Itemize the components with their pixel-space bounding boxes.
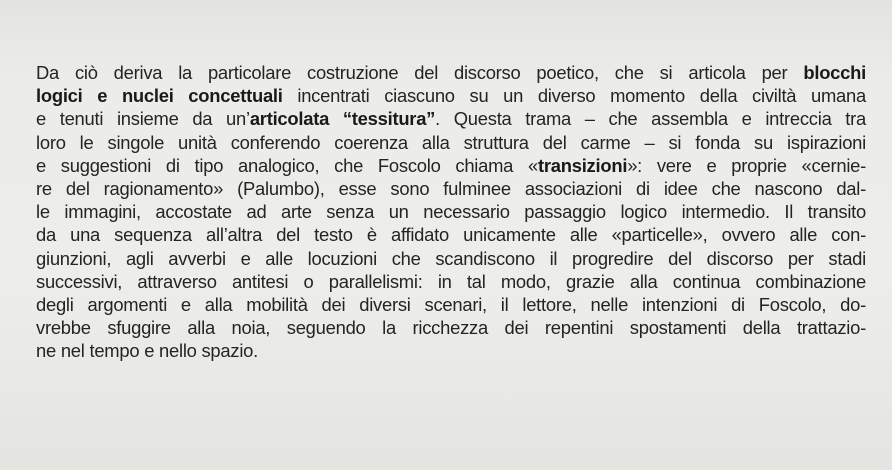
text-line <box>36 293 866 316</box>
text-line <box>36 61 866 84</box>
body-paragraph <box>36 61 866 362</box>
text-line <box>36 131 866 154</box>
text-run: successivi, attraverso antitesi o parallelismi: in tal modo, grazie alla continua combinazione <box>36 270 866 292</box>
text-run: incentrati ciascuno su un diverso momento della civiltà umana <box>282 85 866 107</box>
text-line <box>36 84 866 107</box>
text-run: re del ragionamento» (Palumbo), esse sono fulminee associazioni di idee che nascono dal- <box>36 177 866 199</box>
text-line <box>36 339 866 362</box>
text-line <box>36 177 866 200</box>
bold-phrase: articolata “tessitura” <box>249 108 436 130</box>
text-line <box>36 316 866 339</box>
text-run: Da ciò deriva la particolare costruzione del discorso poetico, che si articola per <box>36 62 804 83</box>
text-run: loro le singole unità conferendo coerenza alla struttura del carme – si fonda su ispirazioni <box>36 131 866 153</box>
text-line <box>36 107 866 130</box>
bold-phrase: transizioni <box>537 154 628 176</box>
text-line <box>36 223 866 246</box>
bold-phrase: blocchi <box>803 62 866 83</box>
text-run: da una sequenza all’altra del testo è affidato unicamente alle «particelle», ovvero alle con- <box>36 224 866 246</box>
text-run: . Questa trama – che assembla e intreccia tra <box>435 108 867 130</box>
bold-phrase: logici e nuclei concettuali <box>36 85 283 107</box>
text-run: ne nel tempo e nello spazio. <box>36 340 259 362</box>
text-line <box>36 270 866 293</box>
text-line <box>36 154 866 177</box>
text-run: e tenuti insieme da un’ <box>36 108 250 130</box>
text-line <box>36 247 866 270</box>
text-run: »: vere e proprie «cernie- <box>627 154 867 176</box>
text-run: e suggestioni di tipo analogico, che Foscolo chiama « <box>36 154 538 176</box>
text-run: le immagini, accostate ad arte senza un necessario passaggio logico intermedio. Il transito <box>36 201 866 223</box>
text-run: giunzioni, agli avverbi e alle locuzioni che scandiscono il progredire del discorso per stadi <box>36 247 866 269</box>
text-run: degli argomenti e alla mobilità dei diversi scenari, il lettore, nelle intenzioni di Foscolo, do- <box>36 293 866 315</box>
text-run: vrebbe sfuggire alla noia, seguendo la ricchezza dei repentini spostamenti della trattazio- <box>36 317 866 339</box>
text-line <box>36 200 866 223</box>
